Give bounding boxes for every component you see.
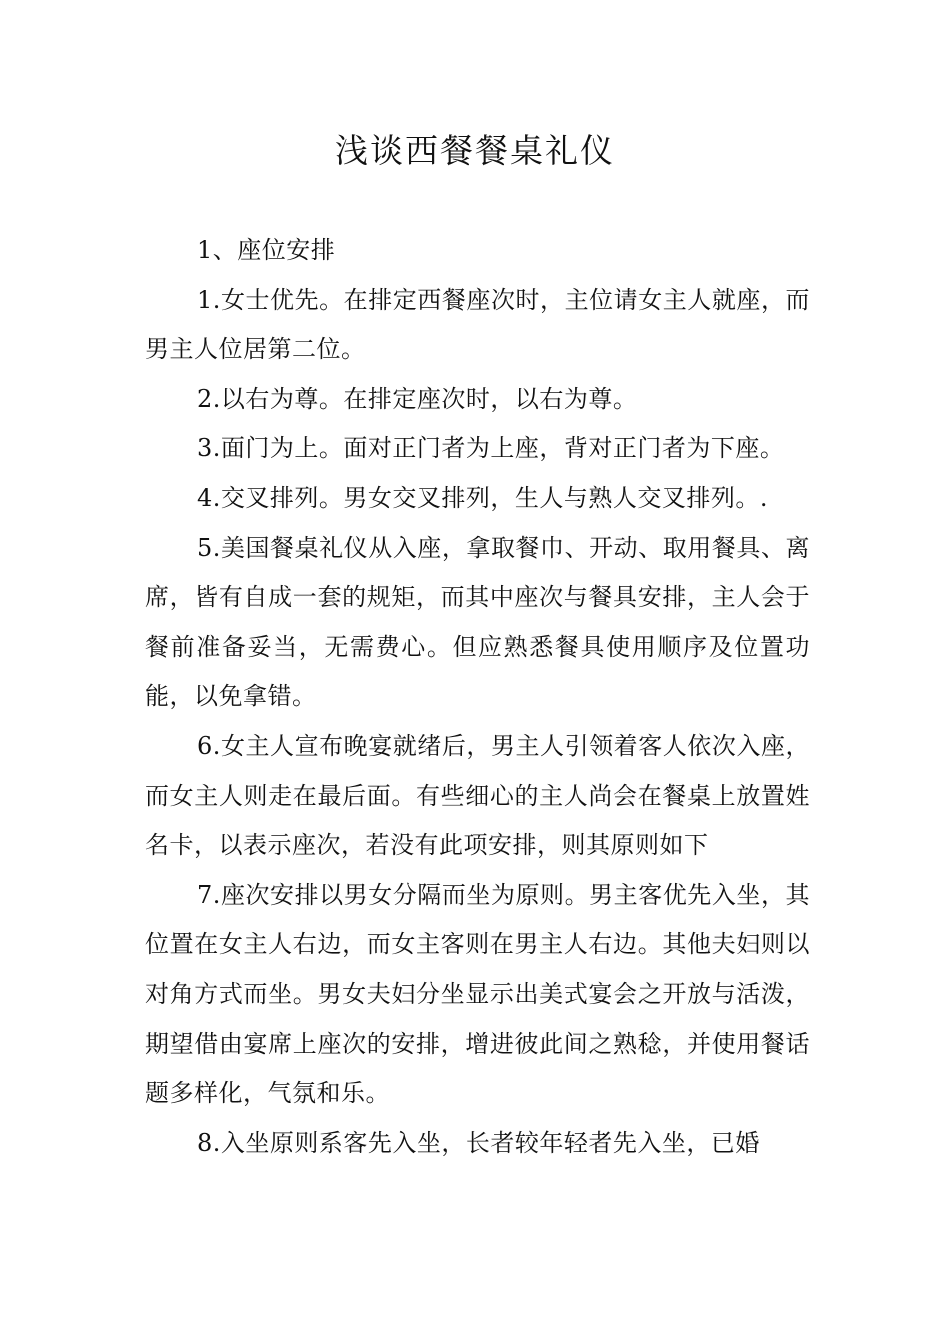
- paragraph-item-8: 8.入坐原则系客先入坐，长者较年轻者先入坐，已婚: [197, 1128, 760, 1157]
- paragraph-item-5: 5.美国餐桌礼仪从入座，拿取餐巾、开动、取用餐具、离席，皆有自成一套的规矩，而其中座次与餐具安排，主人会于餐前准备妥当，无需费心。但应熟悉餐具使用顺序及位置功能，以免拿错。: [145, 533, 810, 711]
- paragraph-item-3: 3.面门为上。面对正门者为上座，背对正门者为下座。: [197, 434, 785, 463]
- paragraph-item-1: 1.女士优先。在排定西餐座次时，主位请女主人就座，而男主人位居第二位。: [145, 285, 810, 364]
- paragraph-section-heading: 1、座位安排: [197, 236, 336, 264]
- paragraph-item-7: 7.座次安排以男女分隔而坐为原则。男主客优先入坐，其位置在女主人右边，而女主客则在男主人右边。其他夫妇则以对角方式而坐。男女夫妇分坐显示出美式宴会之开放与活泼，期望借由宴席上座次的安排，增进彼此间之熟稔，并使用餐话题多样化，气氛和乐。: [145, 880, 810, 1108]
- document-title: 浅谈西餐餐桌礼仪: [335, 131, 615, 170]
- document-body: [145, 226, 810, 1168]
- paragraph-item-6: 6.女主人宣布晚宴就绪后，男主人引领着客人依次入座，而女主人则走在最后面。有些细心的主人尚会在餐桌上放置姓名卡，以表示座次，若没有此项安排，则其原则如下: [145, 731, 810, 860]
- paragraph-item-4: 4.交叉排列。男女交叉排列，生人与熟人交叉排列。.: [197, 483, 769, 512]
- paragraph-item-2: 2.以右为尊。在排定座次时，以右为尊。: [197, 384, 638, 413]
